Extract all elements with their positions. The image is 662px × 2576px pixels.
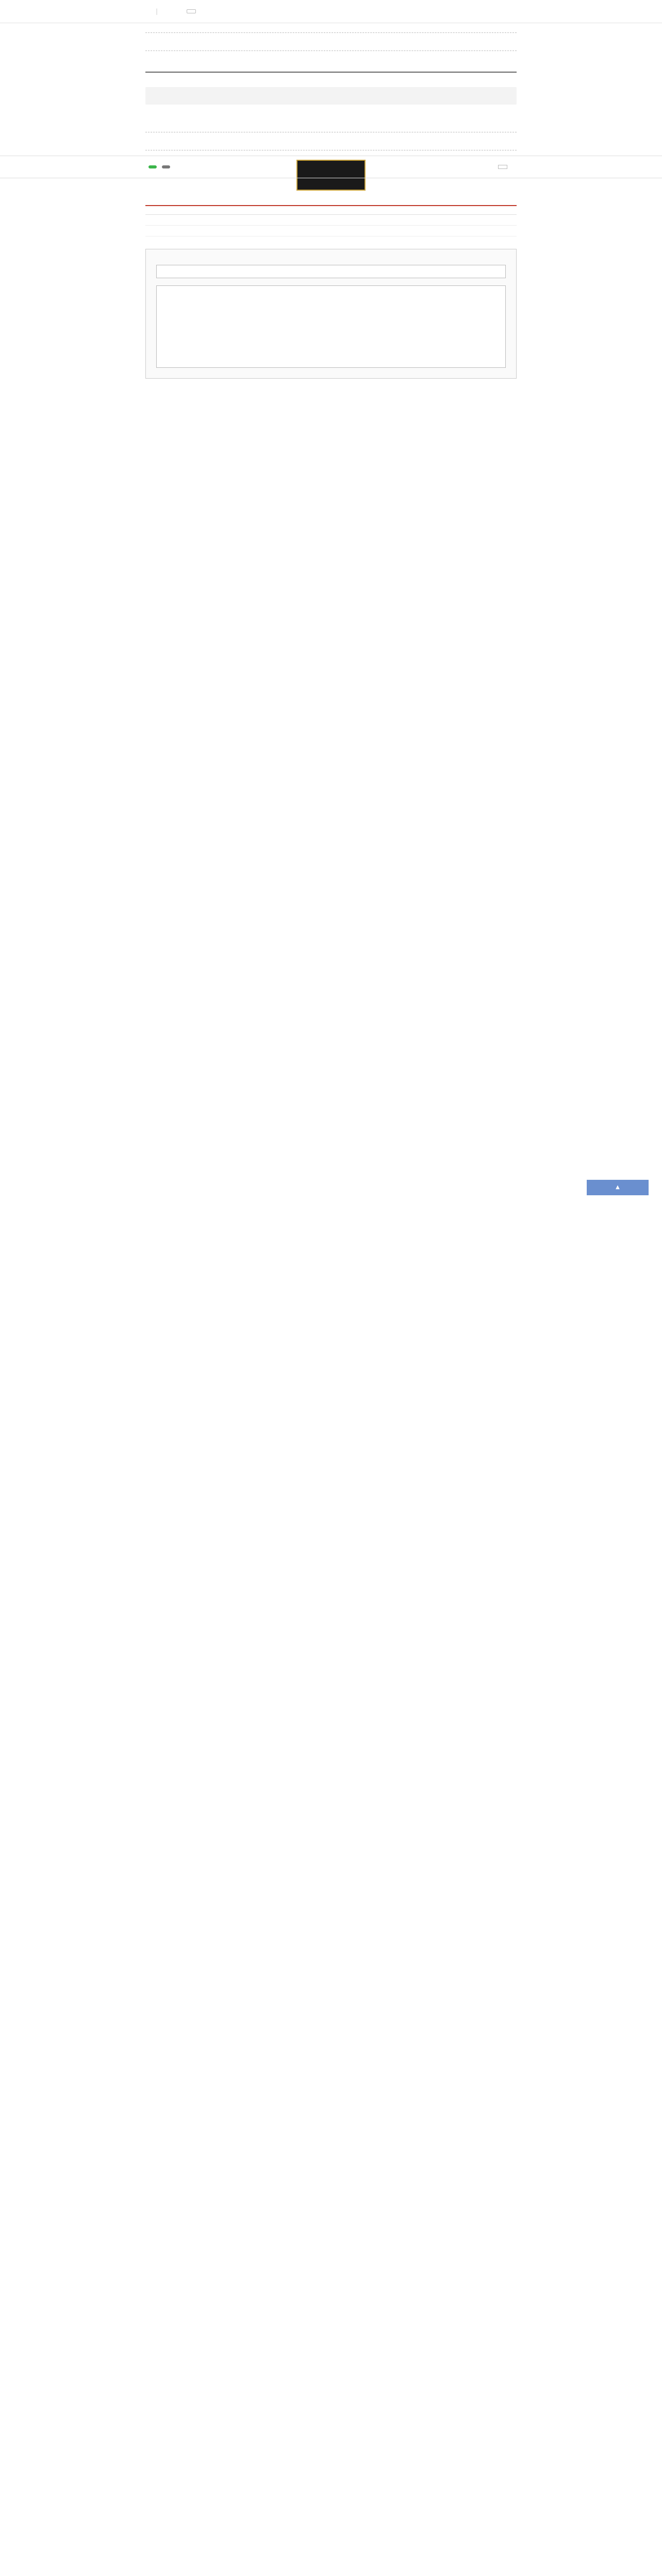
pager-bottom [145,138,517,145]
reaction-clap[interactable] [363,113,365,123]
bookmark-add-button[interactable] [187,9,196,13]
reaction-thumbs[interactable] [297,113,299,123]
review-item [145,215,517,226]
nav-separator: | [156,8,158,15]
bookmark-add-button-bottom[interactable] [498,165,507,169]
divider [145,50,517,51]
reviews-heading [145,205,517,215]
reaction-bar [145,113,517,123]
review-item [145,226,517,236]
reaction-cry[interactable] [330,113,332,123]
pager-top [145,38,517,45]
bookmark-controls [498,165,512,169]
lower-section [145,160,517,379]
review-textarea[interactable] [156,285,506,368]
top-nav [0,0,662,23]
rating-panel [145,87,517,105]
preface-rule [145,72,517,73]
divider [145,32,517,33]
page-top-button[interactable]: ▲ [587,1180,649,1195]
name-input[interactable] [156,265,506,278]
reaction-think[interactable] [346,113,349,123]
review-form [145,249,517,379]
line-share-button[interactable] [148,165,157,168]
post-share-button[interactable] [162,165,170,168]
reaction-laugh[interactable] [313,113,316,123]
share-bar [0,156,662,178]
main-content [145,32,517,150]
share-buttons [148,165,175,168]
